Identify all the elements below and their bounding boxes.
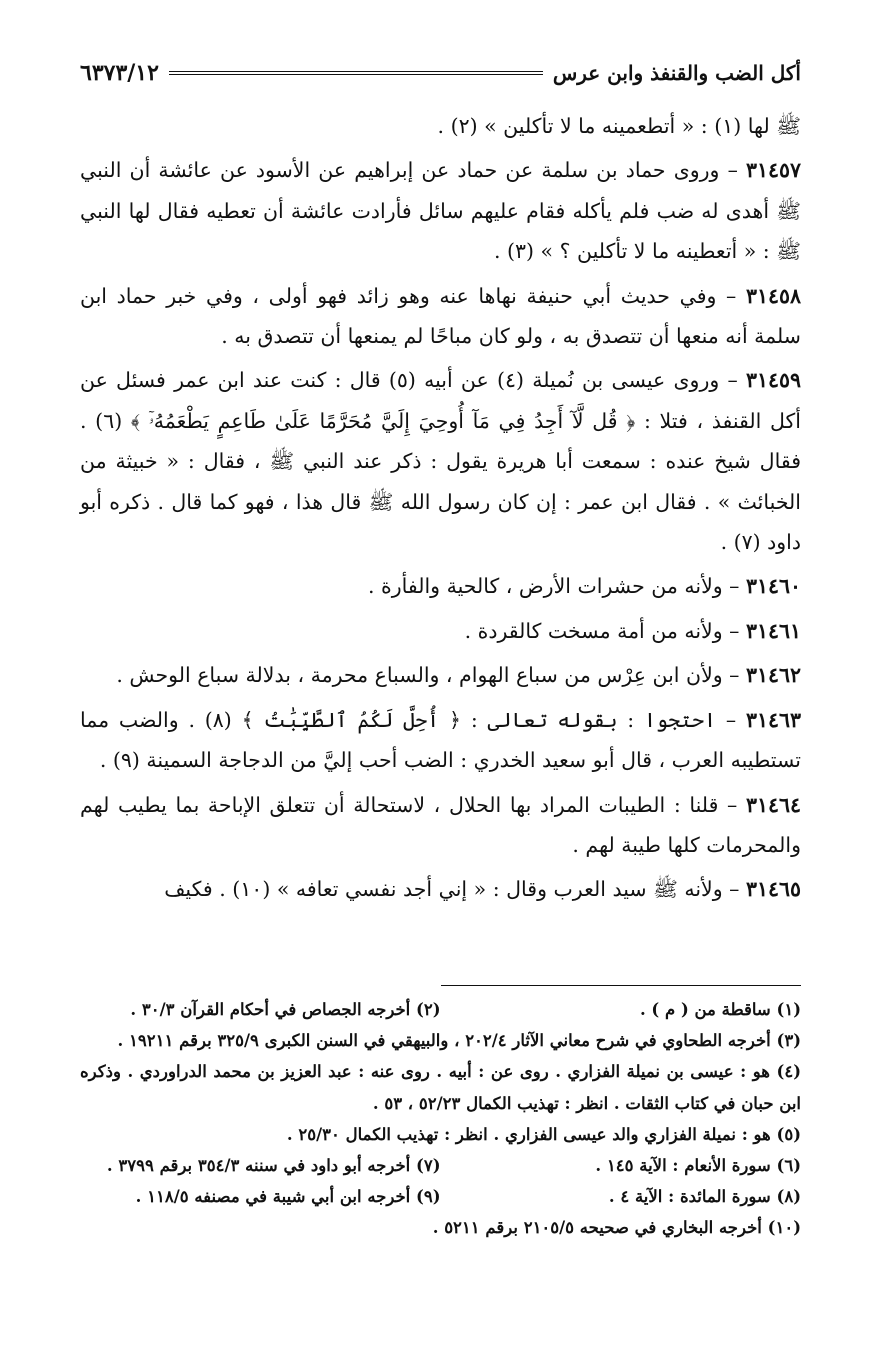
footnote-5: (٥) هو : نميلة الفزاري والد عيسى الفزاري . انظر : تهذيب الكمال ٢٥/٣٠ . xyxy=(286,1124,801,1144)
footnote-row xyxy=(80,994,801,1025)
paragraph-text: – ولأن ابن عِرْس من سباع الهوام ، والسباع محرمة ، بدلالة سباع الوحش . xyxy=(116,663,746,688)
paragraph-number: ٣١٤٦٥ xyxy=(745,877,801,902)
footnote-row xyxy=(80,1181,801,1212)
paragraph-number: ٣١٤٦٣ xyxy=(745,707,802,732)
paragraph-number: ٣١٤٥٨ xyxy=(745,283,801,308)
paragraph xyxy=(80,150,801,271)
paragraph-number: ٣١٤٦١ xyxy=(745,618,801,643)
page-number: ٦٣٧٣/١٢ xyxy=(80,60,159,86)
paragraph xyxy=(80,869,801,909)
paragraph-text: – ولأنه ﷺ سيد العرب وقال : « إني أجد نفسي تعافه » (١٠) . فكيف xyxy=(164,877,746,902)
paragraph-number: ٣١٤٥٧ xyxy=(745,158,801,183)
paragraph xyxy=(80,360,801,562)
paragraph xyxy=(80,785,801,866)
paragraph-number: ٣١٤٦٤ xyxy=(745,792,801,817)
paragraph-number: ٣١٤٥٩ xyxy=(745,368,801,393)
header-rule xyxy=(169,71,543,75)
main-text xyxy=(80,106,801,914)
footnote-2: (٢) أخرجه الجصاص في أحكام القرآن ٣٠/٣ . xyxy=(130,1000,441,1019)
paragraph xyxy=(80,276,801,357)
footnote-separator xyxy=(441,985,801,986)
footnotes xyxy=(80,994,801,1244)
running-header xyxy=(80,55,801,91)
footnote-4: (٤) هو : عيسى بن نميلة الفزاري . روى عن : أبيه . روى عنه : عبد العزيز بن محمد الدراوردي . وذكره ابن حبان في كتاب الثقات . انظر : تهذيب الكمال ٥٢/٢٣ ، ٥٣ . xyxy=(80,1062,801,1113)
footnote-10: (١٠) أخرجه البخاري في صحيحه ٢١٠٥/٥ برقم ٥٢١١ . xyxy=(432,1218,801,1238)
chapter-title: أكل الضب والقنفذ وابن عرس xyxy=(552,61,801,85)
footnote-6: (٦) سورة الأنعام : الآية ١٤٥ . xyxy=(595,1156,801,1176)
footnote-row xyxy=(80,1150,801,1181)
footnote-8: (٨) سورة المائدة : الآية ٤ . xyxy=(608,1187,801,1207)
paragraph-text: – قلنا : الطيبات المراد بها الحلال ، لاستحالة أن تتعلق الإباحة بما يطيب لهم والمحرمات كلها طيبة لهم . xyxy=(80,792,801,857)
paragraph-text: – وفي حديث أبي حنيفة نهاها عنه وهو زائد فهو أولى ، وفي خبر حماد ابن سلمة أنه منعها أن تتصدق به ، ولو كان مباحًا لم يمنعها أن تتصدق به . xyxy=(80,283,801,349)
paragraph-text: – وروى عيسى بن نُميلة (٤) عن أبيه (٥) قال : كنت عند ابن عمر فسئل عن أكل القنفذ ، فتلا : ﴿ قُل لَّآ أَجِدُ فِي مَآ أُوحِيَ إِلَيَّ مُحَرَّمًا عَلَىٰ طَاعِمٍ يَطْعَمُهُۥٓ ﴾ (٦) . فقال شيخ عنده : سمعت أبا هريرة يقول : ذكر عند النبي ﷺ ، فقال : « خبيثة من الخبائث » . فقال ابن عمر : إن كان رسول الله ﷺ قال هذا ، فهو كما قال . ذكره أبو داود (٧) . xyxy=(80,368,801,555)
paragraph xyxy=(80,611,801,651)
footnote-9: (٩) أخرجه ابن أبي شيبة في مصنفه ١١٨/٥ . xyxy=(135,1187,441,1207)
footnote-7: (٧) أخرجه أبو داود في سننه ٣٥٤/٣ برقم ٣٧٩٩ . xyxy=(106,1156,441,1176)
paragraph-number: ٣١٤٦٢ xyxy=(745,663,801,688)
paragraph-text: – ولأنه من أمة مسخت كالقردة . xyxy=(464,618,746,643)
paragraph-text: – ولأنه من حشرات الأرض ، كالحية والفأرة . xyxy=(367,574,746,599)
paragraph-text: – احتجوا : بقوله تعالى : ﴿ أُحِلَّ لَكُمُ ٱلطَّيِّبَٰتُ ﴾ (٨) . والضب مما تستطيبه العرب ، قال أبو سعيد الخدري : الضب أحب إليَّ من الدجاجة السمينة (٩) . xyxy=(80,707,801,773)
paragraph xyxy=(80,700,801,781)
paragraph xyxy=(80,566,801,606)
paragraph-text: – وروى حماد بن سلمة عن حماد عن إبراهيم عن الأسود عن عائشة أن النبي ﷺ أهدى له ضب فلم يأكله فقام عليهم سائل فأرادت عائشة أن تعطيه فقال لها النبي ﷺ : « أتعطينه ما لا تأكلين ؟ » (٣) . xyxy=(80,158,801,264)
footnote-3: (٣) أخرجه الطحاوي في شرح معاني الآثار ٢٠٢/٤ ، والبيهقي في السنن الكبرى ٣٢٥/٩ برقم ١٩٢١١ . xyxy=(117,1031,801,1051)
paragraph-number: ٣١٤٦٠ xyxy=(745,574,801,599)
paragraph-text: ﷺ لها (١) : « أتطعمينه ما لا تأكلين » (٢) . xyxy=(437,114,801,138)
footnote-1: (١) ساقطة من ( م ) . xyxy=(639,1000,801,1019)
paragraph xyxy=(80,106,801,146)
paragraph xyxy=(80,655,801,695)
